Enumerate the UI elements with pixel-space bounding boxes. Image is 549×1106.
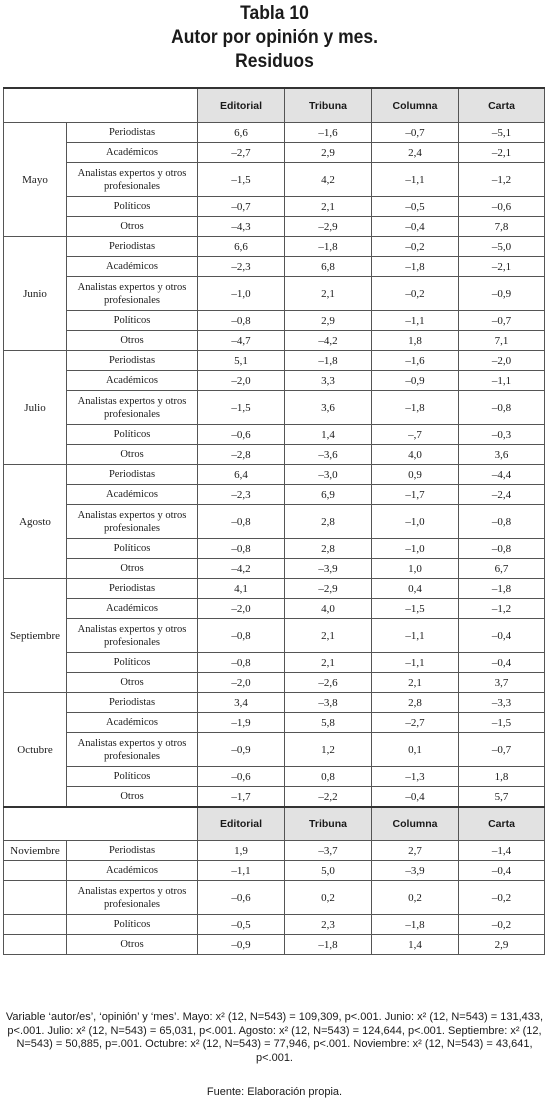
- statistics-note: Variable ‘autor/es’, ‘opinión’ y ‘mes’. Mayo: x² (12, N=543) = 109,309, p<.001. Junio: x² (12, N=543) = 131,433, p<.001. Julio: x² (12, N=543) = 65,031, p<.001. Agosto: x² (12, N=543) = 124,644, p<.001. Septiembre: x² (12, N=543) = 50,885, p=.001. Octubre: x² (12, N=543) = 77,946, p<.001. Noviembre: x² (12, N=543) = 43,641, p<.001.: [5, 1011, 544, 1064]
- residual-value: –4,7: [198, 331, 285, 351]
- month-label: Agosto: [4, 465, 67, 579]
- table-row: [4, 653, 545, 673]
- residual-value: –1,3: [372, 767, 459, 787]
- table-row: [4, 599, 545, 619]
- author-category: Otros: [67, 935, 198, 955]
- residual-value: –1,2: [459, 599, 545, 619]
- residual-value: 2,9: [285, 143, 372, 163]
- residual-value: –2,9: [285, 217, 372, 237]
- residual-value: –2,0: [459, 351, 545, 371]
- residual-value: –1,1: [372, 163, 459, 197]
- residual-value: 5,8: [285, 713, 372, 733]
- column-header: Editorial: [198, 807, 285, 841]
- residual-value: 0,4: [372, 579, 459, 599]
- table-row: [4, 331, 545, 351]
- table-row: [4, 163, 545, 197]
- table-row: [4, 485, 545, 505]
- residual-value: 0,2: [285, 881, 372, 915]
- residual-value: –0,6: [198, 425, 285, 445]
- residual-value: 1,8: [372, 331, 459, 351]
- residual-value: –3,9: [285, 559, 372, 579]
- residual-value: –3,8: [285, 693, 372, 713]
- residual-value: –1,1: [372, 653, 459, 673]
- residual-value: –2,3: [198, 485, 285, 505]
- month-label: [4, 935, 67, 955]
- residual-value: –0,8: [198, 311, 285, 331]
- table-row: [4, 143, 545, 163]
- residual-value: –1,5: [198, 391, 285, 425]
- table-row: [4, 915, 545, 935]
- column-header: Columna: [372, 807, 459, 841]
- residual-value: 2,1: [285, 653, 372, 673]
- residual-value: 0,9: [372, 465, 459, 485]
- residual-value: 2,9: [459, 935, 545, 955]
- author-category: Académicos: [67, 713, 198, 733]
- residual-value: –2,8: [198, 445, 285, 465]
- residual-value: –0,4: [372, 217, 459, 237]
- month-label: [4, 915, 67, 935]
- residual-value: –3,0: [285, 465, 372, 485]
- residual-value: 3,7: [459, 673, 545, 693]
- residual-value: 6,4: [198, 465, 285, 485]
- column-header: Columna: [372, 88, 459, 123]
- author-category: Otros: [67, 217, 198, 237]
- table-row: [4, 619, 545, 653]
- month-label: Octubre: [4, 693, 67, 808]
- residual-value: –3,7: [285, 841, 372, 861]
- residual-value: –3,3: [459, 693, 545, 713]
- month-label: Julio: [4, 351, 67, 465]
- table-row: [4, 881, 545, 915]
- residual-value: 7,8: [459, 217, 545, 237]
- residual-value: –4,4: [459, 465, 545, 485]
- author-category: Analistas expertos y otros profesionales: [67, 163, 198, 197]
- month-label: Septiembre: [4, 579, 67, 693]
- residual-value: 2,1: [372, 673, 459, 693]
- residual-value: 2,3: [285, 915, 372, 935]
- table-header-row: [4, 807, 545, 841]
- residual-value: –2,6: [285, 673, 372, 693]
- residual-value: –2,1: [459, 257, 545, 277]
- author-category: Otros: [67, 445, 198, 465]
- author-category: Periodistas: [67, 237, 198, 257]
- residual-value: –4,2: [285, 331, 372, 351]
- residual-value: –2,0: [198, 673, 285, 693]
- residual-value: –0,8: [198, 505, 285, 539]
- title-line-2: Autor por opinión y mes.: [171, 27, 378, 48]
- residual-value: –1,5: [198, 163, 285, 197]
- residual-value: 2,4: [372, 143, 459, 163]
- residual-value: 5,0: [285, 861, 372, 881]
- table-row: [4, 465, 545, 485]
- table-row: [4, 445, 545, 465]
- residual-value: 2,8: [285, 505, 372, 539]
- residual-value: –2,3: [198, 257, 285, 277]
- author-category: Políticos: [67, 311, 198, 331]
- residual-value: 1,8: [459, 767, 545, 787]
- residual-value: –0,8: [459, 391, 545, 425]
- month-label: [4, 881, 67, 915]
- residual-value: 2,8: [372, 693, 459, 713]
- residual-value: –0,2: [372, 237, 459, 257]
- author-category: Analistas expertos y otros profesionales: [67, 505, 198, 539]
- residual-value: 3,6: [459, 445, 545, 465]
- column-header: Tribuna: [285, 807, 372, 841]
- residual-value: 4,2: [285, 163, 372, 197]
- residual-value: 2,1: [285, 197, 372, 217]
- author-category: Políticos: [67, 197, 198, 217]
- month-label: Noviembre: [4, 841, 67, 861]
- residual-value: –5,1: [459, 123, 545, 143]
- title-line-3: Residuos: [235, 51, 314, 72]
- residual-value: –1,8: [372, 257, 459, 277]
- table-row: [4, 787, 545, 808]
- residual-value: –1,8: [372, 391, 459, 425]
- table-row: [4, 425, 545, 445]
- author-category: Analistas expertos y otros profesionales: [67, 881, 198, 915]
- residual-value: –5,0: [459, 237, 545, 257]
- residual-value: –1,8: [372, 915, 459, 935]
- residual-value: –0,9: [459, 277, 545, 311]
- residual-value: –1,2: [459, 163, 545, 197]
- table-row: [4, 371, 545, 391]
- residual-value: 2,9: [285, 311, 372, 331]
- residual-value: 2,7: [372, 841, 459, 861]
- residual-value: –1,7: [198, 787, 285, 808]
- month-label: Mayo: [4, 123, 67, 237]
- table-row: [4, 559, 545, 579]
- source-note: Fuente: Elaboración propia.: [206, 1086, 343, 1098]
- residual-value: 4,1: [198, 579, 285, 599]
- residual-value: 5,1: [198, 351, 285, 371]
- residual-value: –0,7: [372, 123, 459, 143]
- residual-value: 0,8: [285, 767, 372, 787]
- residual-value: –2,7: [198, 143, 285, 163]
- residual-value: –1,8: [285, 351, 372, 371]
- table-row: [4, 733, 545, 767]
- table-row: [4, 673, 545, 693]
- residual-value: –4,2: [198, 559, 285, 579]
- residual-value: –0,9: [372, 371, 459, 391]
- month-label: [4, 861, 67, 881]
- residual-value: –1,4: [459, 841, 545, 861]
- author-category: Políticos: [67, 539, 198, 559]
- table-row: [4, 391, 545, 425]
- residual-value: –0,6: [459, 197, 545, 217]
- residual-value: 1,2: [285, 733, 372, 767]
- residual-value: –1,0: [372, 539, 459, 559]
- author-category: Periodistas: [67, 351, 198, 371]
- author-category: Analistas expertos y otros profesionales: [67, 619, 198, 653]
- table-row: [4, 197, 545, 217]
- table-row: [4, 861, 545, 881]
- table-row: [4, 257, 545, 277]
- residual-value: –0,3: [459, 425, 545, 445]
- author-category: Otros: [67, 331, 198, 351]
- author-category: Otros: [67, 787, 198, 808]
- author-category: Periodistas: [67, 579, 198, 599]
- table-row: [4, 539, 545, 559]
- column-header: Carta: [459, 807, 545, 841]
- residual-value: –2,9: [285, 579, 372, 599]
- residual-value: 6,9: [285, 485, 372, 505]
- residual-value: 6,8: [285, 257, 372, 277]
- column-header: Carta: [459, 88, 545, 123]
- residual-value: –1,1: [372, 619, 459, 653]
- residual-value: –0,9: [198, 935, 285, 955]
- table-row: [4, 935, 545, 955]
- author-category: Políticos: [67, 425, 198, 445]
- residual-value: –1,1: [459, 371, 545, 391]
- author-category: Académicos: [67, 861, 198, 881]
- table-row: [4, 217, 545, 237]
- residual-value: –0,5: [372, 197, 459, 217]
- residual-value: –2,0: [198, 599, 285, 619]
- residual-value: –0,4: [459, 619, 545, 653]
- residual-value: 6,6: [198, 237, 285, 257]
- table-title: [0, 0, 549, 76]
- month-label: Junio: [4, 237, 67, 351]
- residual-value: –1,5: [459, 713, 545, 733]
- residual-value: –0,7: [459, 733, 545, 767]
- author-category: Analistas expertos y otros profesionales: [67, 277, 198, 311]
- residual-value: –1,6: [285, 123, 372, 143]
- column-header: Tribuna: [285, 88, 372, 123]
- residual-value: 2,1: [285, 619, 372, 653]
- residual-value: –0,4: [459, 653, 545, 673]
- table-row: [4, 351, 545, 371]
- author-category: Políticos: [67, 915, 198, 935]
- residual-value: 5,7: [459, 787, 545, 808]
- residual-value: –3,9: [372, 861, 459, 881]
- residual-value: 4,0: [372, 445, 459, 465]
- author-category: Periodistas: [67, 693, 198, 713]
- residual-value: –0,2: [372, 277, 459, 311]
- table-header-row: [4, 88, 545, 123]
- residual-value: –0,8: [198, 619, 285, 653]
- author-category: Académicos: [67, 485, 198, 505]
- residual-value: –1,1: [372, 311, 459, 331]
- residual-value: 2,8: [285, 539, 372, 559]
- residual-value: 3,3: [285, 371, 372, 391]
- residual-value: 1,0: [372, 559, 459, 579]
- residual-value: –1,8: [285, 935, 372, 955]
- residual-value: –0,8: [198, 653, 285, 673]
- residual-value: 1,9: [198, 841, 285, 861]
- residual-value: –1,6: [372, 351, 459, 371]
- residual-value: 3,4: [198, 693, 285, 713]
- residual-value: –1,9: [198, 713, 285, 733]
- table-row: [4, 713, 545, 733]
- residual-value: 0,1: [372, 733, 459, 767]
- residual-value: –2,0: [198, 371, 285, 391]
- residual-value: –2,1: [459, 143, 545, 163]
- author-category: Analistas expertos y otros profesionales: [67, 391, 198, 425]
- residual-value: –0,2: [459, 881, 545, 915]
- residual-value: 0,2: [372, 881, 459, 915]
- author-category: Periodistas: [67, 465, 198, 485]
- residual-value: –0,5: [198, 915, 285, 935]
- author-category: Académicos: [67, 371, 198, 391]
- column-header: Editorial: [198, 88, 285, 123]
- table-row: [4, 123, 545, 143]
- residual-value: –1,8: [459, 579, 545, 599]
- table-row: [4, 841, 545, 861]
- residual-value: –2,4: [459, 485, 545, 505]
- table-row: [4, 277, 545, 311]
- residual-value: –2,2: [285, 787, 372, 808]
- residual-value: –1,8: [285, 237, 372, 257]
- residual-value: 2,1: [285, 277, 372, 311]
- header-blank-cell: [4, 807, 198, 841]
- residual-value: 7,1: [459, 331, 545, 351]
- author-category: Otros: [67, 559, 198, 579]
- residual-value: –0,2: [459, 915, 545, 935]
- header-blank-cell: [4, 88, 198, 123]
- residual-value: –1,0: [198, 277, 285, 311]
- residual-value: –0,6: [198, 881, 285, 915]
- author-category: Analistas expertos y otros profesionales: [67, 733, 198, 767]
- residual-value: –0,7: [198, 197, 285, 217]
- residual-value: 3,6: [285, 391, 372, 425]
- author-category: Políticos: [67, 653, 198, 673]
- author-category: Académicos: [67, 599, 198, 619]
- residual-value: –0,4: [372, 787, 459, 808]
- residual-value: –1,0: [372, 505, 459, 539]
- residual-value: 6,6: [198, 123, 285, 143]
- author-category: Políticos: [67, 767, 198, 787]
- residual-value: –0,8: [198, 539, 285, 559]
- residual-value: 1,4: [372, 935, 459, 955]
- author-category: Académicos: [67, 257, 198, 277]
- residual-value: 1,4: [285, 425, 372, 445]
- table-row: [4, 311, 545, 331]
- author-category: Otros: [67, 673, 198, 693]
- residual-value: –0,9: [198, 733, 285, 767]
- residual-value: –4,3: [198, 217, 285, 237]
- residual-value: –1,7: [372, 485, 459, 505]
- residual-value: –0,8: [459, 539, 545, 559]
- residual-value: –3,6: [285, 445, 372, 465]
- residual-value: –0,4: [459, 861, 545, 881]
- residual-value: –2,7: [372, 713, 459, 733]
- table-row: [4, 767, 545, 787]
- residual-value: –0,7: [459, 311, 545, 331]
- residual-value: –1,1: [198, 861, 285, 881]
- author-category: Académicos: [67, 143, 198, 163]
- residual-value: –1,5: [372, 599, 459, 619]
- author-category: Periodistas: [67, 841, 198, 861]
- table-row: [4, 693, 545, 713]
- residual-value: –0,8: [459, 505, 545, 539]
- title-line-1: Tabla 10: [240, 3, 309, 24]
- residuals-table: [3, 87, 545, 955]
- residual-value: 4,0: [285, 599, 372, 619]
- residual-value: –,7: [372, 425, 459, 445]
- table-row: [4, 505, 545, 539]
- residual-value: –0,6: [198, 767, 285, 787]
- table-row: [4, 579, 545, 599]
- table-row: [4, 237, 545, 257]
- author-category: Periodistas: [67, 123, 198, 143]
- residual-value: 6,7: [459, 559, 545, 579]
